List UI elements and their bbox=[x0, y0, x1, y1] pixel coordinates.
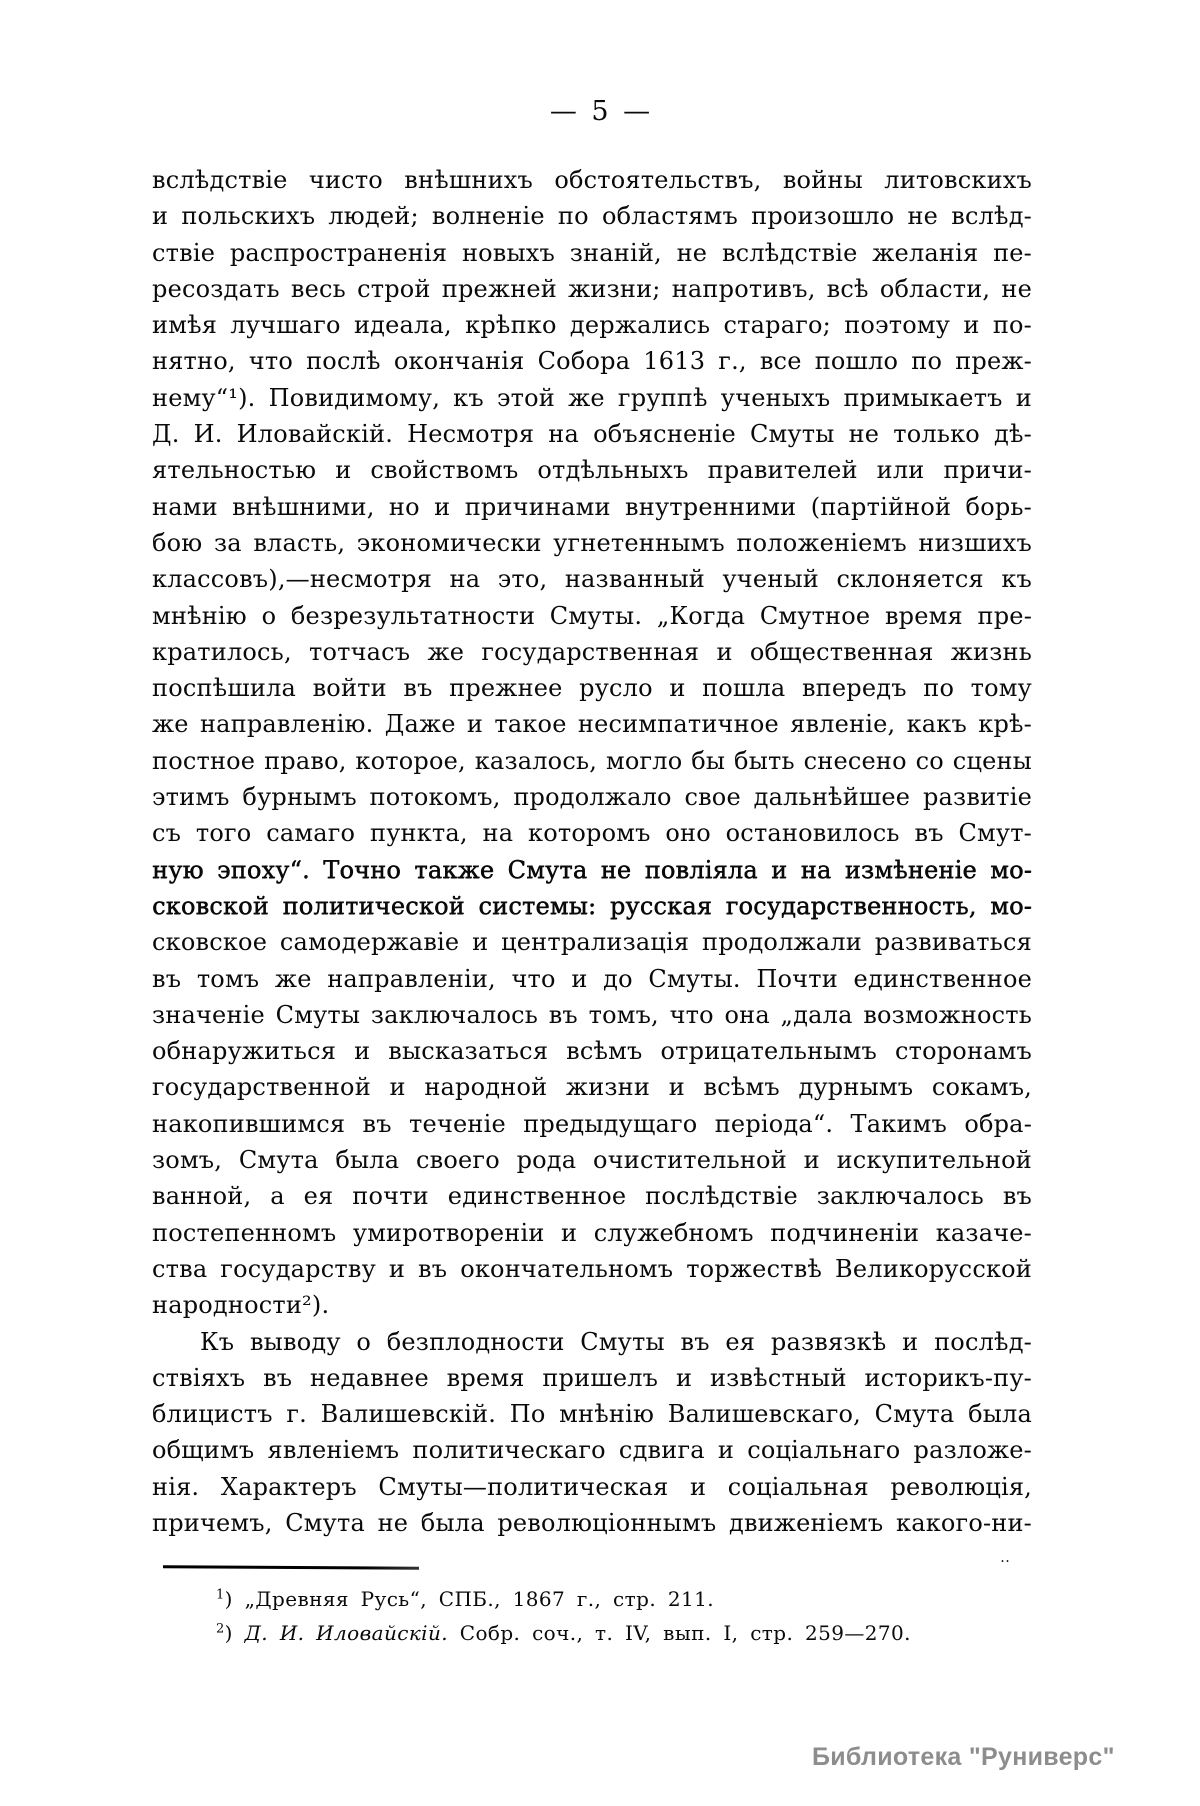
scan-speck: ‥ bbox=[1000, 1548, 1009, 1566]
text-line: постное право, которое, казалось, могло бы быть снесено со сцены bbox=[152, 746, 1032, 775]
text-line: же направленію. Даже и такое несимпатичное явленіе, какъ крѣ- bbox=[152, 710, 1032, 739]
footnote-author-italic: Д. И. Иловайскій. bbox=[244, 1621, 449, 1645]
text-line: въ томъ же направленіи, что и до Смуты. Почти единственное bbox=[152, 964, 1032, 993]
text-line: нія. Характеръ Смуты—политическая и соціальная революція, bbox=[152, 1472, 1032, 1501]
body-text bbox=[152, 162, 1032, 1541]
footnote-marker: 1 bbox=[216, 1587, 225, 1603]
text-line: сковское самодержавіе и централизація продолжали развиваться bbox=[152, 928, 1032, 957]
footnotes bbox=[216, 1582, 1056, 1650]
text-line: причемъ, Смута не была революціоннымъ движеніемъ какого-ни- bbox=[152, 1508, 1032, 1537]
text-line: классовъ),—несмотря на это, названный ученый склоняется къ bbox=[152, 565, 1032, 594]
text-line: зомъ, Смута была своего рода очистительной и искупительной bbox=[152, 1146, 1032, 1175]
text-line: и польскихъ людей; волненіе по областямъ произошло не вслѣд- bbox=[152, 202, 1032, 231]
text-line: сковской политической системы: русская государственность, мо- bbox=[152, 891, 1032, 920]
text-line: блицистъ г. Валишевскій. По мнѣнію Валишевскаго, Смута была bbox=[152, 1400, 1032, 1429]
text-line: ствіяхъ въ недавнее время пришелъ и извѣстный историкъ-пу- bbox=[152, 1363, 1032, 1392]
text-line: народности²). bbox=[152, 1291, 330, 1320]
text-line: обнаружиться и высказаться всѣмъ отрицательнымъ сторонамъ bbox=[152, 1037, 1032, 1066]
text-line: ствіе распространенія новыхъ знаній, не вслѣдствіе желанія пе- bbox=[152, 238, 1032, 267]
text-line: ванной, а ея почти единственное послѣдствіе заключалось въ bbox=[152, 1182, 1032, 1211]
text-line: бою за власть, экономически угнетеннымъ положеніемъ низшихъ bbox=[152, 528, 1032, 557]
text-line: нятно, что послѣ окончанія Собора 1613 г., все пошло по преж- bbox=[152, 347, 1032, 376]
text-line: имѣя лучшаго идеала, крѣпко держались стараго; поэтому и по- bbox=[152, 311, 1032, 340]
page-number: — 5 — bbox=[549, 96, 651, 127]
text-line: государственной и народной жизни и всѣмъ дурнымъ сокамъ, bbox=[152, 1073, 1032, 1102]
text-line: поспѣшила войти въ прежнее русло и пошла впередъ по тому bbox=[152, 674, 1032, 703]
text-line: ятельностью и свойствомъ отдѣльныхъ правителей или причи- bbox=[152, 456, 1032, 485]
text-line: вслѣдствіе чисто внѣшнихъ обстоятельствъ, войны литовскихъ bbox=[152, 166, 1032, 194]
text-line: мнѣнію о безрезультатности Смуты. „Когда Смутное время пре- bbox=[152, 601, 1032, 630]
text-line: нами внѣшними, но и причинами внутренними (партійной борь- bbox=[152, 492, 1032, 521]
text-line: Къ выводу о безплодности Смуты въ ея развязкѣ и послѣд- bbox=[200, 1327, 1032, 1356]
footnote-marker: 2 bbox=[216, 1621, 225, 1637]
text-line: значеніе Смуты заключалось въ томъ, что она „дала возможность bbox=[152, 1000, 1032, 1029]
text-line: ную эпоху“. Точно также Смута не повліяла и на измѣненіе мо- bbox=[152, 855, 1032, 884]
text-line: съ того самаго пункта, на которомъ оно остановилось въ Смут- bbox=[152, 819, 1032, 848]
text-line: накопившимся въ теченіе предыдущаго періода“. Такимъ обра- bbox=[152, 1109, 1032, 1138]
text-line: постепенномъ умиротвореніи и служебномъ подчиненіи казаче- bbox=[152, 1218, 1032, 1247]
text-line: Д. И. Иловайскій. Несмотря на объясненіе Смуты не только дѣ- bbox=[152, 420, 1032, 449]
text-line: ресоздать весь строй прежней жизни; напротивъ, всѣ области, не bbox=[152, 274, 1032, 303]
text-line: этимъ бурнымъ потокомъ, продолжало свое дальнѣйшее развитіе bbox=[152, 783, 1032, 812]
text-line: нему“¹). Повидимому, къ этой же группѣ ученыхъ примыкаетъ и bbox=[152, 383, 1032, 412]
watermark: Библиотека "Руниверс" bbox=[812, 1743, 1115, 1771]
footnote-item: $^2$) Д. И. Иловайскій. Собр. соч., т. IV, вып. I, стр. 259—270. bbox=[216, 1621, 911, 1645]
text-line: общимъ явленіемъ политическаго сдвига и соціальнаго разложе- bbox=[152, 1436, 1032, 1465]
text-line: ства государству и въ окончательномъ торжествѣ Великорусской bbox=[152, 1254, 1032, 1283]
text-line: кратилось, тотчасъ же государственная и общественная жизнь bbox=[152, 637, 1032, 666]
footnote-separator bbox=[163, 1565, 419, 1570]
footnote-text: „Древняя Русь“, СПБ., 1867 г., стр. 211. bbox=[244, 1587, 714, 1611]
footnote-text: Собр. соч., т. IV, вып. I, стр. 259—270. bbox=[448, 1621, 911, 1645]
footnote-item: $^1$) „Древняя Русь“, СПБ., 1867 г., стр. 211. bbox=[216, 1587, 714, 1611]
